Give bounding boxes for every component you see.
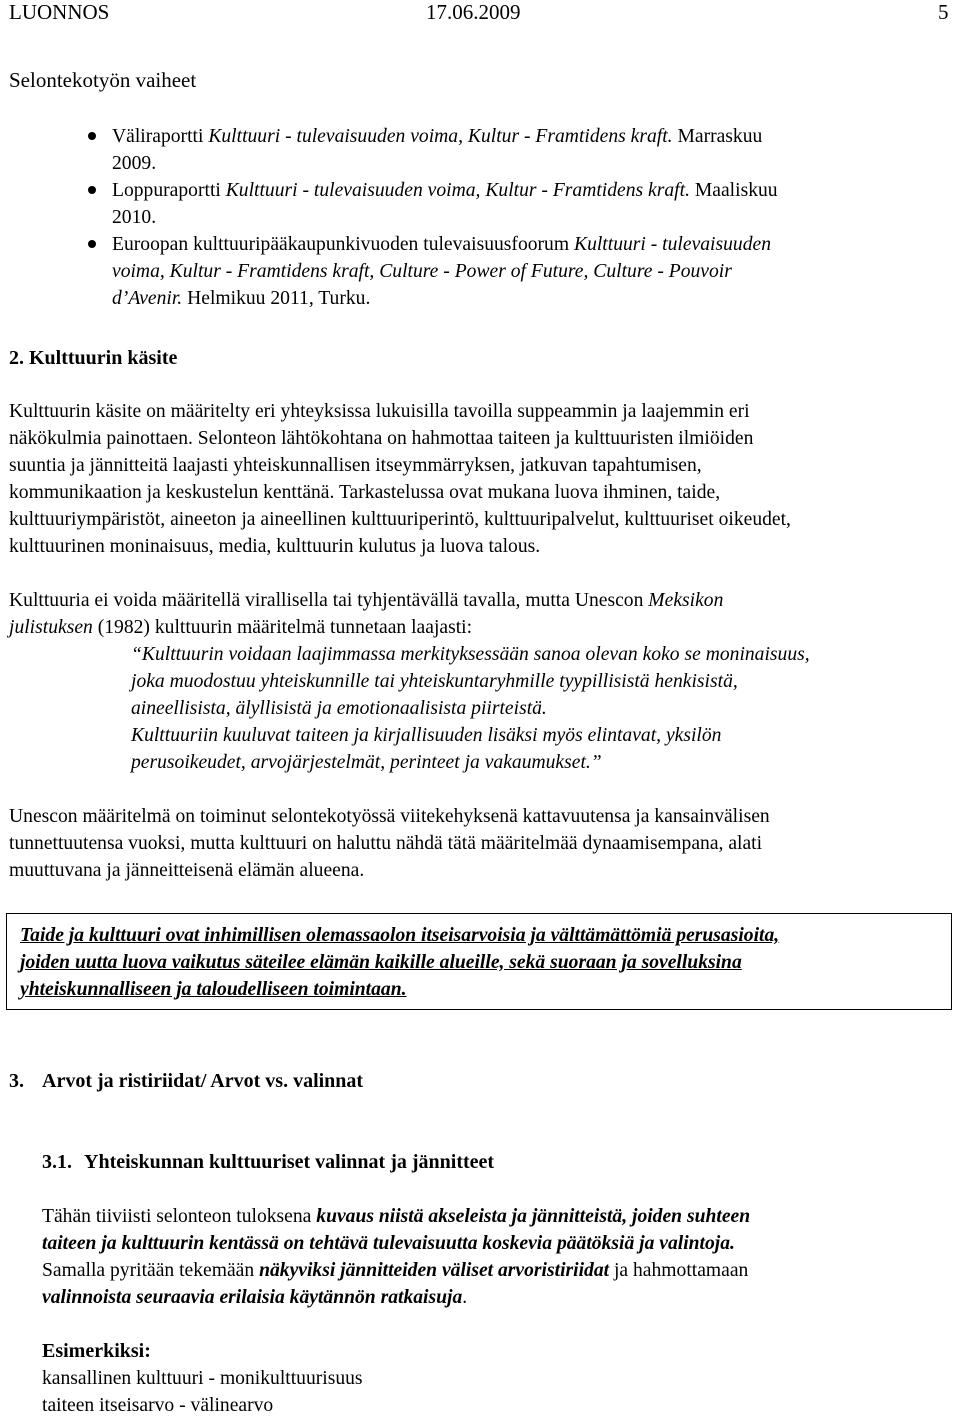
text-line xyxy=(131,668,810,695)
text-run: kommunikaation ja keskustelun kenttänä. Tarkastelussa ovat mukana luova ihminen, taide, xyxy=(9,482,721,503)
text-run: julistuksen xyxy=(9,617,93,638)
text-line xyxy=(131,641,810,668)
text-line xyxy=(112,258,771,285)
text-run: näkyviksi jännitteiden väliset arvoristiriidat xyxy=(259,1260,610,1281)
text-line xyxy=(112,285,771,312)
text-run: valinnoista seuraavia erilaisia käytännön ratkaisuja xyxy=(42,1287,463,1308)
text-run: joiden uutta luova vaikutus säteilee elämän kaikille alueille, sekä suoraan ja sovelluksina xyxy=(20,952,742,973)
text-line xyxy=(9,479,791,506)
bullet-dot-icon xyxy=(88,132,96,140)
text-line xyxy=(9,587,723,614)
text-run: (1982) kulttuurin määritelmä tunnetaan laajasti: xyxy=(92,617,473,638)
text-run: yhteiskunnalliseen ja taloudelliseen toimintaan. xyxy=(20,979,407,1000)
text-line xyxy=(42,1257,750,1284)
text-run: Meksikon xyxy=(648,590,724,611)
paragraph-unesco-intro xyxy=(9,587,723,641)
text-run: voima, Kultur - Framtidens kraft, Culture - Power of Future, Culture - Pouvoir xyxy=(112,261,732,282)
text-run: Helmikuu 2011, Turku. xyxy=(182,288,371,309)
text-run: Kulttuuriin kuuluvat taiteen ja kirjallisuuden lisäksi myös elintavat, yksilön xyxy=(131,725,722,746)
text-run: aineellisista, älyllisistä ja emotionaalisista piirteistä. xyxy=(131,698,547,719)
text-line xyxy=(9,398,791,425)
section-heading-2: 2. Kulttuurin käsite xyxy=(9,347,178,369)
text-run: tunnettuutensa vuoksi, mutta kulttuuri on haluttu nähdä tätä määritelmää dynaamisempana, alati xyxy=(9,833,763,854)
text-line xyxy=(20,922,779,949)
text-run: kulttuurinen moninaisuus, media, kulttuurin kulutus ja luova talous. xyxy=(9,536,541,557)
text-line xyxy=(9,830,770,857)
subsection-heading: Yhteiskunnan kulttuuriset valinnat ja jännitteet xyxy=(84,1151,495,1173)
text-run: Kulttuurin käsite on määritelty eri yhteyksissa lukuisilla tavoilla suppeammin ja laajemmin eri xyxy=(9,401,750,422)
text-line xyxy=(20,976,779,1003)
text-run: Loppuraportti xyxy=(112,180,226,201)
text-run: taiteen ja kulttuurin kentässä on tehtävä tulevaisuutta koskevia päätöksiä ja valintoja. xyxy=(42,1233,735,1254)
text-run: Maaliskuu xyxy=(689,180,778,201)
paragraph-choices xyxy=(42,1203,750,1311)
text-run: d’Avenir. xyxy=(112,288,183,309)
text-line xyxy=(9,425,791,452)
paragraph-unesco-framework xyxy=(9,803,770,884)
bullet-dot-icon xyxy=(88,186,96,194)
text-run: Kulttuuri - tulevaisuuden xyxy=(574,234,772,255)
example-item: taiteen itseisarvo - välinearvo xyxy=(42,1395,274,1416)
text-run: Tähän tiiviisti selonteon tuloksena xyxy=(42,1206,317,1227)
text-line xyxy=(131,749,810,776)
text-line xyxy=(9,614,723,641)
example-item: kansallinen kulttuuri - monikulttuurisuus xyxy=(42,1368,363,1389)
text-run: 2009. xyxy=(112,153,157,174)
text-run: Kulttuuria ei voida määritellä virallisella tai tyhjentävällä tavalla, mutta Unescon xyxy=(9,590,649,611)
unesco-quote xyxy=(131,641,810,776)
text-line xyxy=(9,506,791,533)
text-run: suuntia ja jännitteitä laajasti yhteiskunnallisen itseymmärryksen, jatkuvan tapahtumisen, xyxy=(9,455,702,476)
text-run: perusoikeudet, arvojärjestelmät, perinteet ja vakaumukset.” xyxy=(131,752,602,773)
text-run: Unescon määritelmä on toiminut selontekotyössä viitekehyksenä kattavuutensa ja kansainvälisen xyxy=(9,806,770,827)
header-date: 17.06.2009 xyxy=(426,0,521,24)
section-heading-3: Arvot ja ristiriidat/ Arvot vs. valinnat xyxy=(42,1070,364,1092)
page-number: 5 xyxy=(938,0,949,24)
highlight-box-text xyxy=(20,922,779,1003)
text-run: Kulttuuri - tulevaisuuden voima, Kultur - Framtidens kraft. xyxy=(225,180,690,201)
text-run: 2010. xyxy=(112,207,157,228)
text-run: Taide ja kulttuuri ovat inhimillisen olemassaolon itseisarvoisia ja välttämättömiä perusasioita, xyxy=(20,925,780,946)
text-run: “Kulttuurin voidaan laajimmassa merkityksessään sanoa olevan koko se moninaisuus, xyxy=(131,644,810,665)
text-line xyxy=(42,1284,750,1311)
text-line xyxy=(9,452,791,479)
text-line xyxy=(112,150,762,177)
text-line xyxy=(112,231,771,258)
text-line xyxy=(9,533,791,560)
text-run: . xyxy=(462,1287,468,1308)
paragraph-culture-concept xyxy=(9,398,791,560)
text-line xyxy=(112,204,778,231)
text-line xyxy=(112,123,762,150)
text-run: joka muodostuu yhteiskunnille tai yhteiskuntaryhmille tyypillisistä henkisistä, xyxy=(131,671,738,692)
text-line xyxy=(112,177,778,204)
text-run: kulttuuriympäristöt, aineeton ja aineellinen kulttuuriperintö, kulttuuripalvelut, kulttuuriset oikeudet, xyxy=(9,509,791,530)
text-run: Marraskuu xyxy=(672,126,763,147)
text-line xyxy=(9,803,770,830)
header-label: LUONNOS xyxy=(9,0,110,24)
section-title-phases: Selontekotyön vaiheet xyxy=(9,68,197,92)
text-run: muuttuvana ja jänneitteisenä elämän alueena. xyxy=(9,860,365,881)
text-run: Samalla pyritään tekemään xyxy=(42,1260,260,1281)
text-run: näkökulmia painottaen. Selonteon lähtökohtana on hahmottaa taiteen ja kulttuuristen ilmiöiden xyxy=(9,428,754,449)
text-line xyxy=(9,857,770,884)
text-run: kuvaus niistä akseleista ja jännitteistä, joiden suhteen xyxy=(316,1206,751,1227)
text-line xyxy=(20,949,779,976)
text-line xyxy=(42,1203,750,1230)
text-run: Kulttuuri - tulevaisuuden voima, Kultur - Framtidens kraft. xyxy=(208,126,673,147)
text-run: Väliraportti xyxy=(112,126,209,147)
text-line xyxy=(131,722,810,749)
examples-label: Esimerkiksi: xyxy=(42,1340,151,1362)
text-line xyxy=(131,695,810,722)
text-run: Euroopan kulttuuripääkaupunkivuoden tulevaisuusfoorum xyxy=(112,234,574,255)
subsection-number: 3.1. xyxy=(42,1151,72,1173)
section-number-3: 3. xyxy=(9,1070,24,1092)
bullet-item xyxy=(112,123,762,177)
text-run: ja hahmottamaan xyxy=(609,1260,749,1281)
text-line xyxy=(42,1230,750,1257)
bullet-item xyxy=(112,177,778,231)
bullet-dot-icon xyxy=(88,240,96,248)
bullet-item xyxy=(112,231,771,312)
